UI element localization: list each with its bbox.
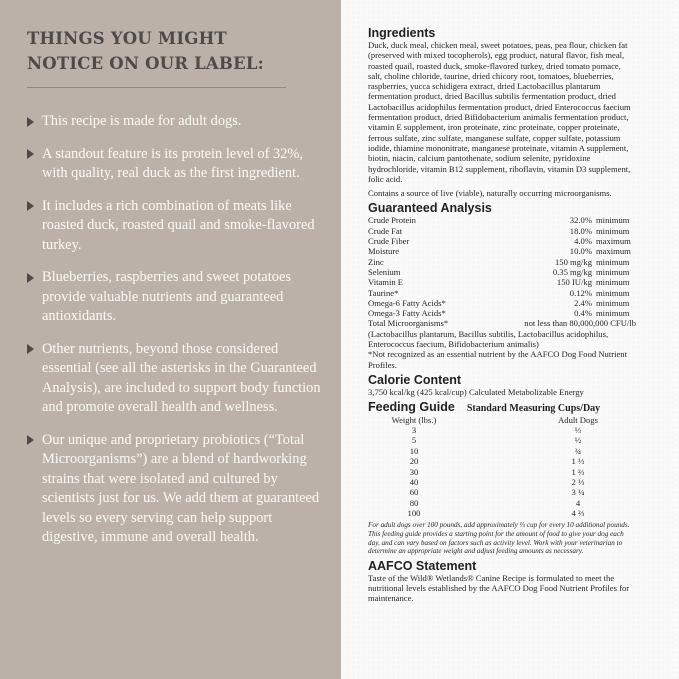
triangle-bullet-icon	[27, 435, 34, 445]
ga-unit: maximum	[596, 236, 631, 247]
ingredients-title: Ingredients	[368, 26, 436, 40]
ga-name: Moisture	[368, 246, 400, 257]
guaranteed-analysis	[368, 201, 636, 369]
ga-value: 4.0%	[574, 236, 592, 247]
feeding-cols-title: Standard Measuring Cups/Day	[466, 403, 601, 415]
feeding-weight: 5	[411, 435, 417, 446]
feeding-cups: ⅓	[574, 424, 582, 435]
feeding-title: Feeding Guide	[368, 400, 455, 415]
feature-text: Blueberries, raspberries and sweet potatoes provide valuable nutrients and guaranteed antioxidants.	[42, 269, 291, 324]
heading-divider	[27, 87, 286, 88]
feeding-weight: 20	[409, 456, 419, 467]
feeding-note: For adult dogs over 100 pounds, add approximately ⅓ cup for every 10 additional pounds. This feeding guide provides a starting point for the amount of food to give your dog each day, and can vary based on factors such as activity level. Work with your veterinarian to determine an appropriate weight and adjust feeding amounts as necessary.	[368, 521, 630, 556]
adult-col-header: Adult Dogs	[558, 414, 598, 425]
ga-unit: minimum	[596, 266, 630, 277]
feeding-row	[368, 456, 636, 466]
ga-value: 0.12%	[569, 287, 592, 298]
ga-unit: minimum	[596, 256, 630, 267]
feeding-table	[368, 415, 636, 519]
ga-table	[368, 215, 636, 318]
ga-footnote: *Not recognized as an essential nutrient by the AAFCO Dog Food Nutrient Profiles.	[368, 349, 627, 370]
ga-value: 18.0%	[569, 225, 592, 236]
feeding-cups: 1 ⅓	[571, 456, 585, 467]
ga-name: Crude Fiber	[368, 236, 410, 247]
aafco-statement	[368, 559, 636, 604]
feeding-weight: 40	[409, 476, 419, 487]
ga-row	[368, 257, 636, 267]
feature-item	[27, 340, 327, 418]
feeding-header-row	[368, 415, 636, 425]
feeding-row	[368, 508, 636, 518]
ga-row	[368, 298, 636, 308]
calorie-text: 3,750 kcal/kg (425 kcal/cup) Calculated Metabolizable Energy	[368, 386, 584, 397]
ga-name: Crude Fat	[368, 225, 403, 236]
feeding-row	[368, 487, 636, 497]
triangle-bullet-icon	[27, 201, 34, 211]
ga-name: Total Microorganisms*	[368, 318, 449, 329]
ga-row	[368, 277, 636, 287]
feeding-weight: 60	[409, 487, 419, 498]
feature-text: Our unique and proprietary probiotics (“Total Microorganisms”) are a blend of hardworking strains that were isolated and cultured by scientists just for us. We add them at guaranteed levels so every serving can help support digestive, immune and overall health.	[42, 431, 320, 545]
ga-name: Vitamin E	[368, 277, 404, 288]
feature-item	[27, 197, 327, 256]
ga-row	[368, 226, 636, 236]
ga-unit: maximum	[596, 246, 631, 257]
ga-unit: minimum	[596, 287, 630, 298]
feeding-row	[368, 466, 636, 476]
feeding-weight: 3	[411, 424, 417, 435]
heading-line: NOTICE ON OUR LABEL:	[27, 54, 264, 73]
feeding-row	[368, 425, 636, 435]
ga-name: Crude Protein	[368, 215, 416, 226]
triangle-bullet-icon	[27, 273, 34, 283]
feature-item	[27, 145, 327, 184]
feature-item	[27, 268, 327, 327]
feature-text: Other nutrients, beyond those considered essential (see all the asterisks in the Guaranteed Analysis), are included to support body function and promote overall health and wellness.	[42, 340, 321, 415]
ga-value: 150 mg/kg	[554, 256, 592, 267]
calorie-title: Calorie Content	[368, 372, 462, 387]
heading-line: THINGS YOU MIGHT	[27, 29, 227, 48]
ga-value: 150 IU/kg	[556, 277, 592, 288]
ga-name: Taurine*	[368, 287, 399, 298]
panel-heading	[27, 26, 327, 76]
ga-unit: minimum	[596, 215, 630, 226]
ga-name: Omega-6 Fatty Acids*	[368, 297, 446, 308]
ga-unit: minimum	[596, 225, 630, 236]
feature-text: It includes a rich combination of meats like roasted duck, roasted quail and smoke-flavored turkey.	[42, 197, 315, 253]
feeding-cups: 1 ⅔	[571, 466, 585, 477]
ga-row	[368, 215, 636, 225]
feature-item	[27, 431, 327, 548]
triangle-bullet-icon	[27, 149, 34, 159]
feeding-cups: 4 ⅔	[571, 508, 585, 519]
ingredients-text: Duck, duck meal, chicken meal, sweet potatoes, peas, pea flour, chicken fat (preserved with mixed tocopherols), egg product, natural flavor, fish meal, roasted quail, roasted duck, smoke-flavored turkey, dried tomato pomace, salt, choline chloride, taurine, dried chicory root, tomatoes, blueberries, raspberries, yucca schidigera extract, dried Lactobacillus plantarum fermentation product, dried Bacillus subtilis fermentation product, dried Lactobacillus acidophilus fermentation product, dried Enterococcus faecium fermentation product, dried Bifidobacterium animalis fermentation product, vitamin E supplement, iron proteinate, zinc proteinate, copper proteinate, ferrous sulfate, zinc sulfate, manganese sulfate, copper sulfate, potassium iodide, thiamine mononitrate, manganese proteinate, vitamin A supplement, biotin, niacin, calcium pantothenate, sodium selenite, pyridoxine hydrochloride, vitamin B12 supplement, riboflavin, vitamin D3 supplement, folic acid.	[368, 40, 631, 184]
probiotic-note: Contains a source of live (viable), naturally occurring microorganisms.	[368, 188, 612, 199]
aafco-title: AAFCO Statement	[368, 558, 477, 573]
ga-row	[368, 236, 636, 246]
ga-title: Guaranteed Analysis	[368, 201, 492, 216]
feeding-row	[368, 477, 636, 487]
product-label	[368, 26, 636, 604]
feeding-weight: 10	[409, 445, 419, 456]
ga-value: 10.0%	[569, 246, 592, 257]
feature-item	[27, 112, 327, 132]
ga-value: 0.35 mg/kg	[552, 266, 592, 277]
feeding-cups: 2 ⅓	[571, 476, 585, 487]
calorie-content	[368, 373, 636, 397]
feeding-weight: 100	[407, 508, 421, 519]
ga-micro-detail: (Lactobacillus plantarum, Bacillus subtilis, Lactobacillus acidophilus, Enterococcus faecium, Bifidobacterium animalis)	[368, 328, 609, 350]
feeding-header	[368, 400, 636, 414]
triangle-bullet-icon	[27, 117, 34, 127]
feeding-cups: 4	[575, 497, 581, 508]
ga-row	[368, 246, 636, 256]
feature-text: A standout feature is its protein level of 32%, with quality, real duck as the first ingredient.	[42, 145, 303, 181]
feeding-weight: 30	[409, 466, 419, 477]
triangle-bullet-icon	[27, 344, 34, 354]
ga-value: not less than 80,000,000 CFU/lb	[524, 318, 636, 329]
feeding-row	[368, 446, 636, 456]
feeding-row	[368, 435, 636, 445]
aafco-text: Taste of the Wild® Wetlands® Canine Recipe is formulated to meet the nutritional levels established by the AAFCO Dog Food Nutrient Profiles for maintenance.	[368, 572, 630, 604]
ga-name: Zinc	[368, 256, 384, 267]
feature-list	[27, 112, 327, 561]
feeding-row	[368, 498, 636, 508]
feature-text: This recipe is made for adult dogs.	[42, 113, 242, 129]
ga-row	[368, 318, 636, 328]
ga-row	[368, 308, 636, 318]
ga-unit: minimum	[596, 297, 630, 308]
feeding-guide	[368, 400, 636, 556]
ga-value: 32.0%	[569, 215, 592, 226]
ga-unit: minimum	[596, 277, 630, 288]
ga-name: Selenium	[368, 266, 401, 277]
feeding-cups: 3 ¼	[571, 487, 585, 498]
ga-name: Omega-3 Fatty Acids*	[368, 308, 446, 319]
ga-value: 2.4%	[574, 297, 592, 308]
feeding-cups: ¾	[574, 445, 582, 456]
weight-col-header: Weight (lbs.)	[391, 414, 437, 425]
ga-row	[368, 267, 636, 277]
feeding-cups: ½	[574, 435, 582, 446]
ga-value: 0.4%	[574, 308, 592, 319]
ga-unit: minimum	[596, 308, 630, 319]
feeding-weight: 80	[409, 497, 419, 508]
ga-row	[368, 288, 636, 298]
